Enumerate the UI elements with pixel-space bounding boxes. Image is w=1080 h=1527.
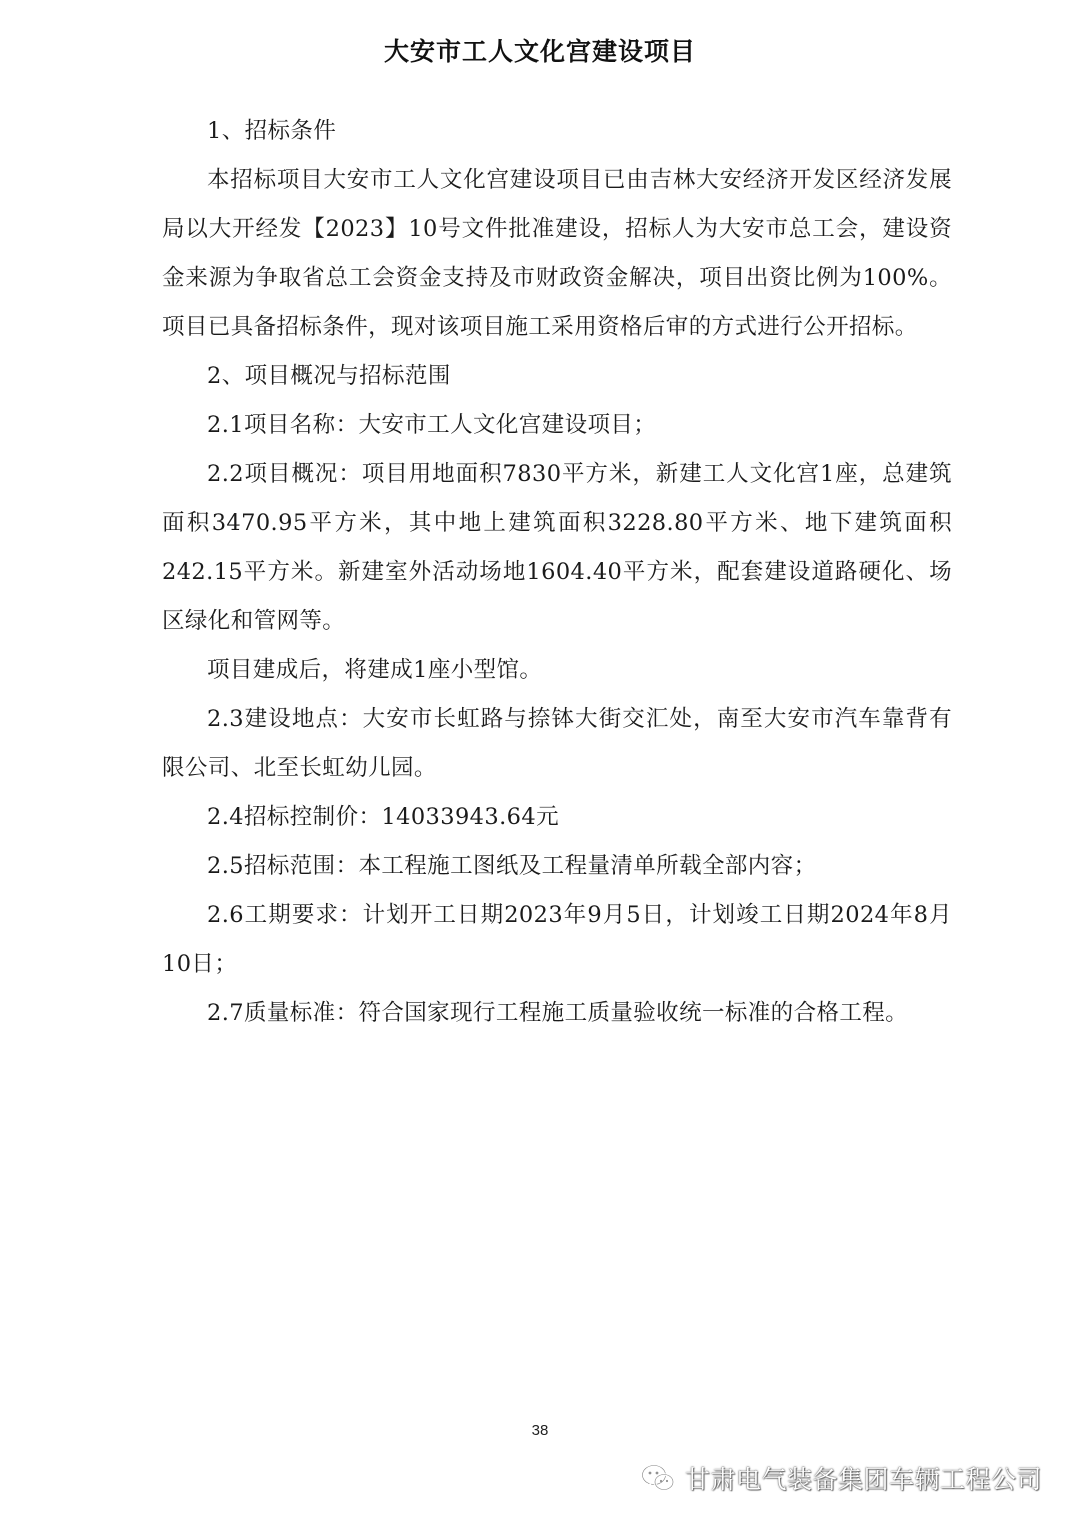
paragraph-project-name: 2.1项目名称：大安市工人文化宫建设项目；: [207, 412, 657, 438]
section-heading-2: 2、项目概况与招标范围: [207, 363, 451, 389]
paragraph-project-overview: 2.2项目概况：项目用地面积7830平方米，新建工人文化宫1座，总建筑面积3470.95平方米，其中地上建筑面积3228.80平方米、地下建筑面积242.15平方米。新建室外活动场地1604.40平方米，配套建设道路硬化、场区绿化和管网等。: [162, 461, 952, 634]
section-heading-1: 1、招标条件: [207, 118, 337, 144]
paragraph-tender-scope: 2.5招标范围：本工程施工图纸及工程量清单所载全部内容；: [207, 853, 817, 879]
paragraph-location: 2.3建设地点：大安市长虹路与捺钵大街交汇处，南至大安市汽车靠背有限公司、北至长虹幼儿园。: [162, 706, 952, 781]
paragraph-control-price: 2.4招标控制价：14033943.64元: [207, 804, 559, 830]
wechat-icon: [641, 1463, 675, 1493]
page-title: 大安市工人文化宫建设项目: [383, 37, 696, 66]
watermark: [641, 1460, 1042, 1496]
paragraph-quality-standard: 2.7质量标准：符合国家现行工程施工质量验收统一标准的合格工程。: [207, 1000, 909, 1026]
paragraph-schedule: 2.6工期要求：计划开工日期2023年9月5日，计划竣工日期2024年8月10日；: [162, 902, 952, 977]
document-body: [162, 107, 952, 1038]
paragraph-tender-conditions: 本招标项目大安市工人文化宫建设项目已由吉林大安经济开发区经济发展局以大开经发【2023】10号文件批准建设，招标人为大安市总工会，建设资金来源为争取省总工会资金支持及市财政资金解决，项目出资比例为100%。项目已具备招标条件，现对该项目施工采用资格后审的方式进行公开招标。: [162, 167, 952, 340]
page-number: 38: [531, 1422, 549, 1439]
paragraph-project-completion: 项目建成后，将建成1座小型馆。: [207, 657, 543, 683]
watermark-text: 甘肃电气装备集团车辆工程公司: [684, 1465, 1042, 1494]
